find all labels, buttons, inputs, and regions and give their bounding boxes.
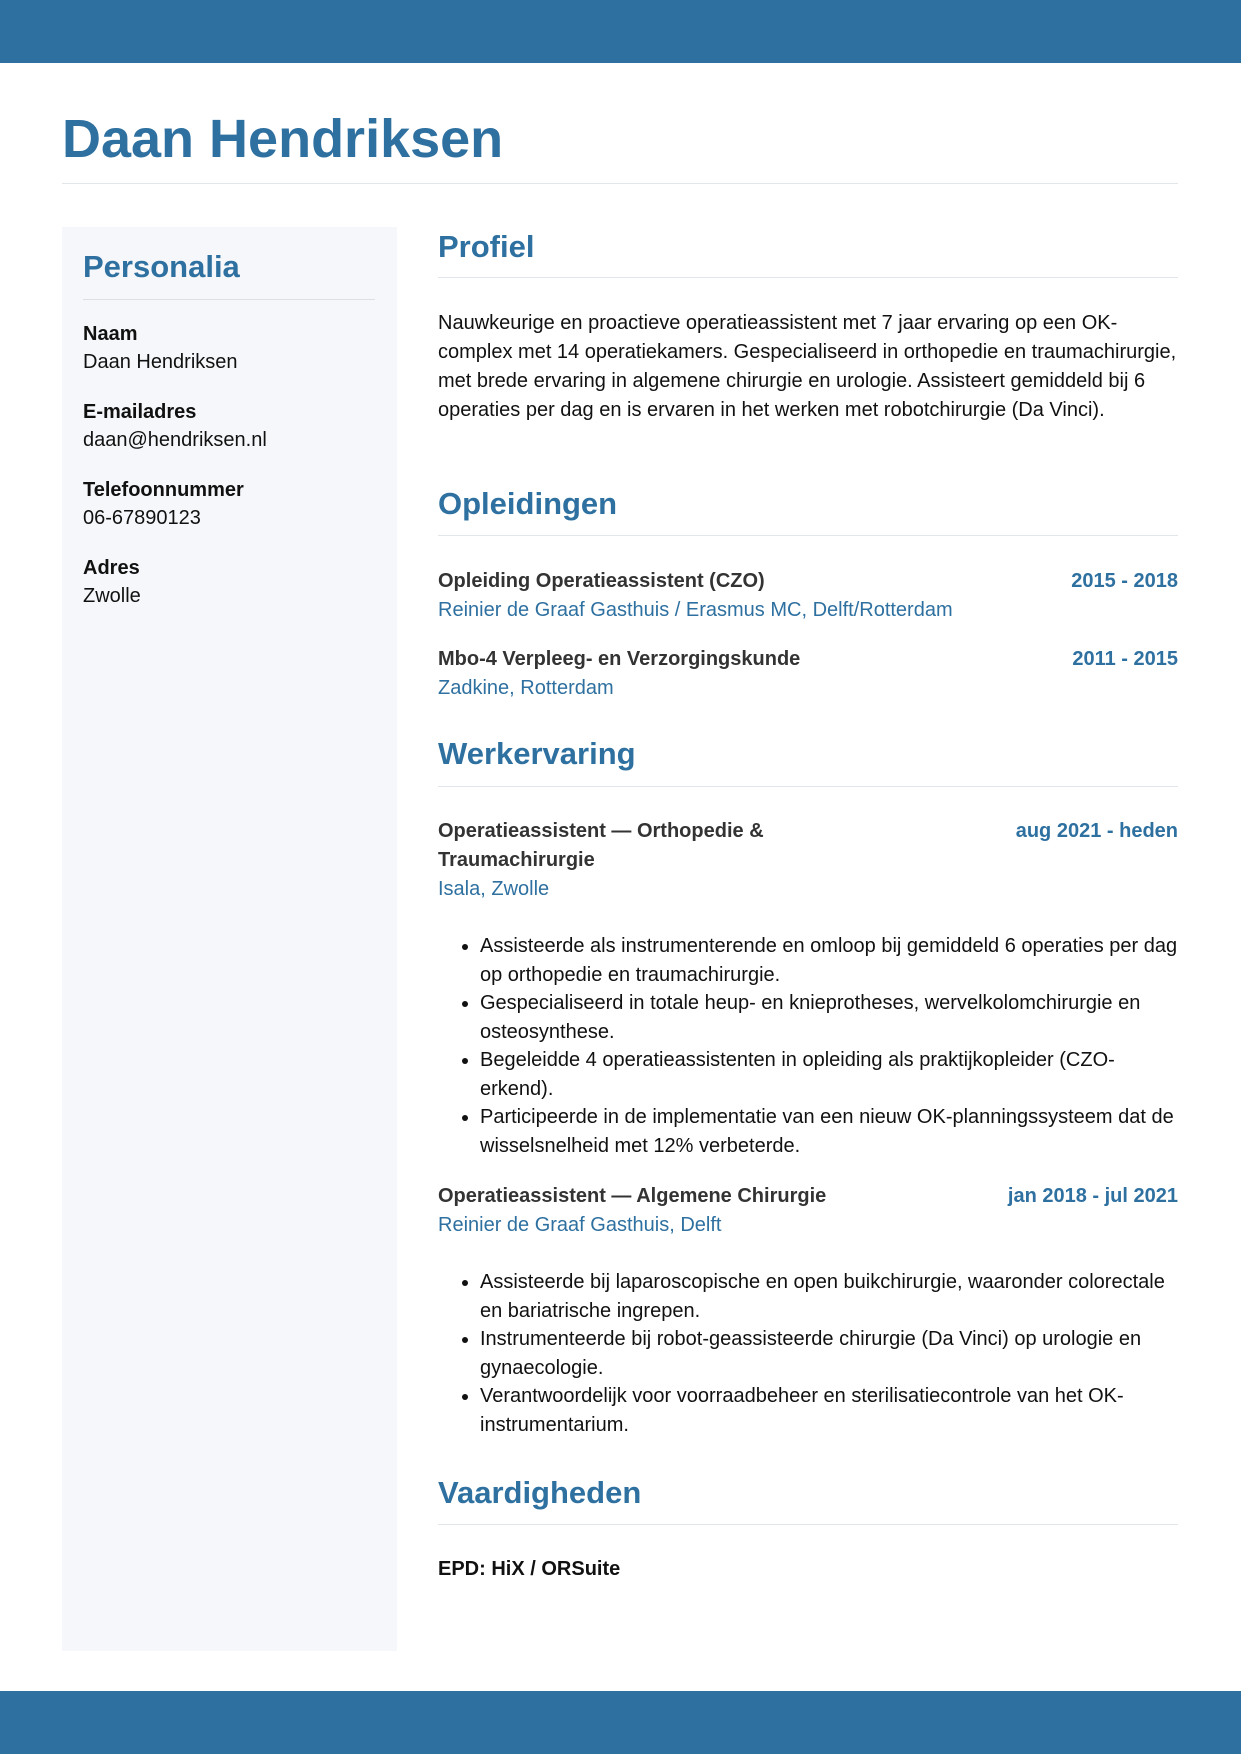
experience-entry — [438, 1182, 1178, 1240]
skill-item: EPD: HiX / ORSuite — [438, 1558, 621, 1580]
experience-entry — [438, 817, 1178, 904]
section-divider — [438, 1524, 1178, 1525]
candidate-name: Daan Hendriksen — [62, 109, 504, 169]
list-item: • Begeleidde 4 operatieassistenten in opleiding als praktijkopleider (CZO-erkend). — [480, 1046, 1178, 1103]
entry-date: 2011 - 2015 — [1072, 648, 1178, 670]
field-email — [83, 398, 267, 454]
entry-title: Operatieassistent — Orthopedie & Traumachirurgie — [438, 820, 764, 871]
entry-title: Opleiding Operatieassistent (CZO) — [438, 570, 765, 592]
section-divider — [438, 277, 1178, 278]
field-label: Adres — [83, 557, 140, 579]
section-title-vaardigheden: Vaardigheden — [438, 1475, 642, 1510]
entry-organization: Zadkine, Rotterdam — [438, 677, 614, 699]
field-value: daan@hendriksen.nl — [83, 429, 267, 451]
section-divider — [438, 535, 1178, 536]
field-value: Zwolle — [83, 585, 141, 607]
field-label: Telefoonnummer — [83, 479, 244, 501]
list-item: • Instrumenteerde bij robot-geassisteerde chirurgie (Da Vinci) op urologie en gynaecologie. — [480, 1325, 1178, 1382]
experience-bullets — [438, 1268, 1178, 1439]
header-bar — [0, 0, 1241, 63]
field-adres — [83, 554, 141, 610]
list-item: • Verantwoordelijk voor voorraadbeheer en sterilisatiecontrole van het OK-instrumentarium. — [480, 1382, 1178, 1439]
field-telefoon — [83, 476, 244, 532]
footer-bar — [0, 1691, 1241, 1754]
section-divider — [438, 786, 1178, 787]
section-title-profiel: Profiel — [438, 229, 535, 264]
education-entry — [438, 645, 1178, 703]
field-naam — [83, 320, 238, 376]
entry-title: Mbo-4 Verpleeg- en Verzorgingskunde — [438, 648, 801, 670]
section-title-werkervaring: Werkervaring — [438, 736, 636, 771]
entry-organization: Reinier de Graaf Gasthuis, Delft — [438, 1214, 722, 1236]
field-value: 06-67890123 — [83, 507, 201, 529]
sidebar-title: Personalia — [83, 249, 240, 284]
field-value: Daan Hendriksen — [83, 351, 238, 373]
entry-organization: Isala, Zwolle — [438, 878, 550, 900]
list-item: • Gespecialiseerd in totale heup- en knieprotheses, wervelkolomchirurgie en osteosynthese. — [480, 989, 1178, 1046]
entry-title: Operatieassistent — Algemene Chirurgie — [438, 1185, 827, 1207]
sidebar-personalia — [62, 227, 397, 1651]
section-title-opleidingen: Opleidingen — [438, 486, 618, 521]
entry-date: jan 2018 - jul 2021 — [1007, 1185, 1178, 1207]
sidebar-divider — [83, 299, 375, 300]
list-item: • Assisteerde als instrumenterende en omloop bij gemiddeld 6 operaties per dag op orthopedie en traumachirurgie. — [480, 932, 1178, 989]
entry-date: 2015 - 2018 — [1071, 570, 1178, 592]
field-label: E-mailadres — [83, 401, 197, 423]
entry-organization: Reinier de Graaf Gasthuis / Erasmus MC, Delft/Rotterdam — [438, 599, 953, 621]
list-item: • Participeerde in de implementatie van een nieuw OK-planningssysteem dat de wisselsnelheid met 12% verbeterde. — [480, 1103, 1178, 1160]
list-item: • Assisteerde bij laparoscopische en open buikchirurgie, waaronder colorectale en bariatrische ingrepen. — [480, 1268, 1178, 1325]
field-label: Naam — [83, 323, 138, 345]
name-divider — [62, 183, 1178, 184]
profile-text: Nauwkeurige en proactieve operatieassistent met 7 jaar ervaring op een OK-complex met 14 operatiekamers. Gespecialiseerd in orthopedie en traumachirurgie, met brede ervaring in algemene chirurgie en urologie. Assisteert gemiddeld bij 6 operaties per dag en is ervaren in het werken met robotchirurgie (Da Vinci). — [438, 312, 1177, 421]
education-entry — [438, 567, 1178, 625]
entry-date: aug 2021 - heden — [1015, 820, 1178, 842]
experience-bullets — [438, 932, 1178, 1160]
